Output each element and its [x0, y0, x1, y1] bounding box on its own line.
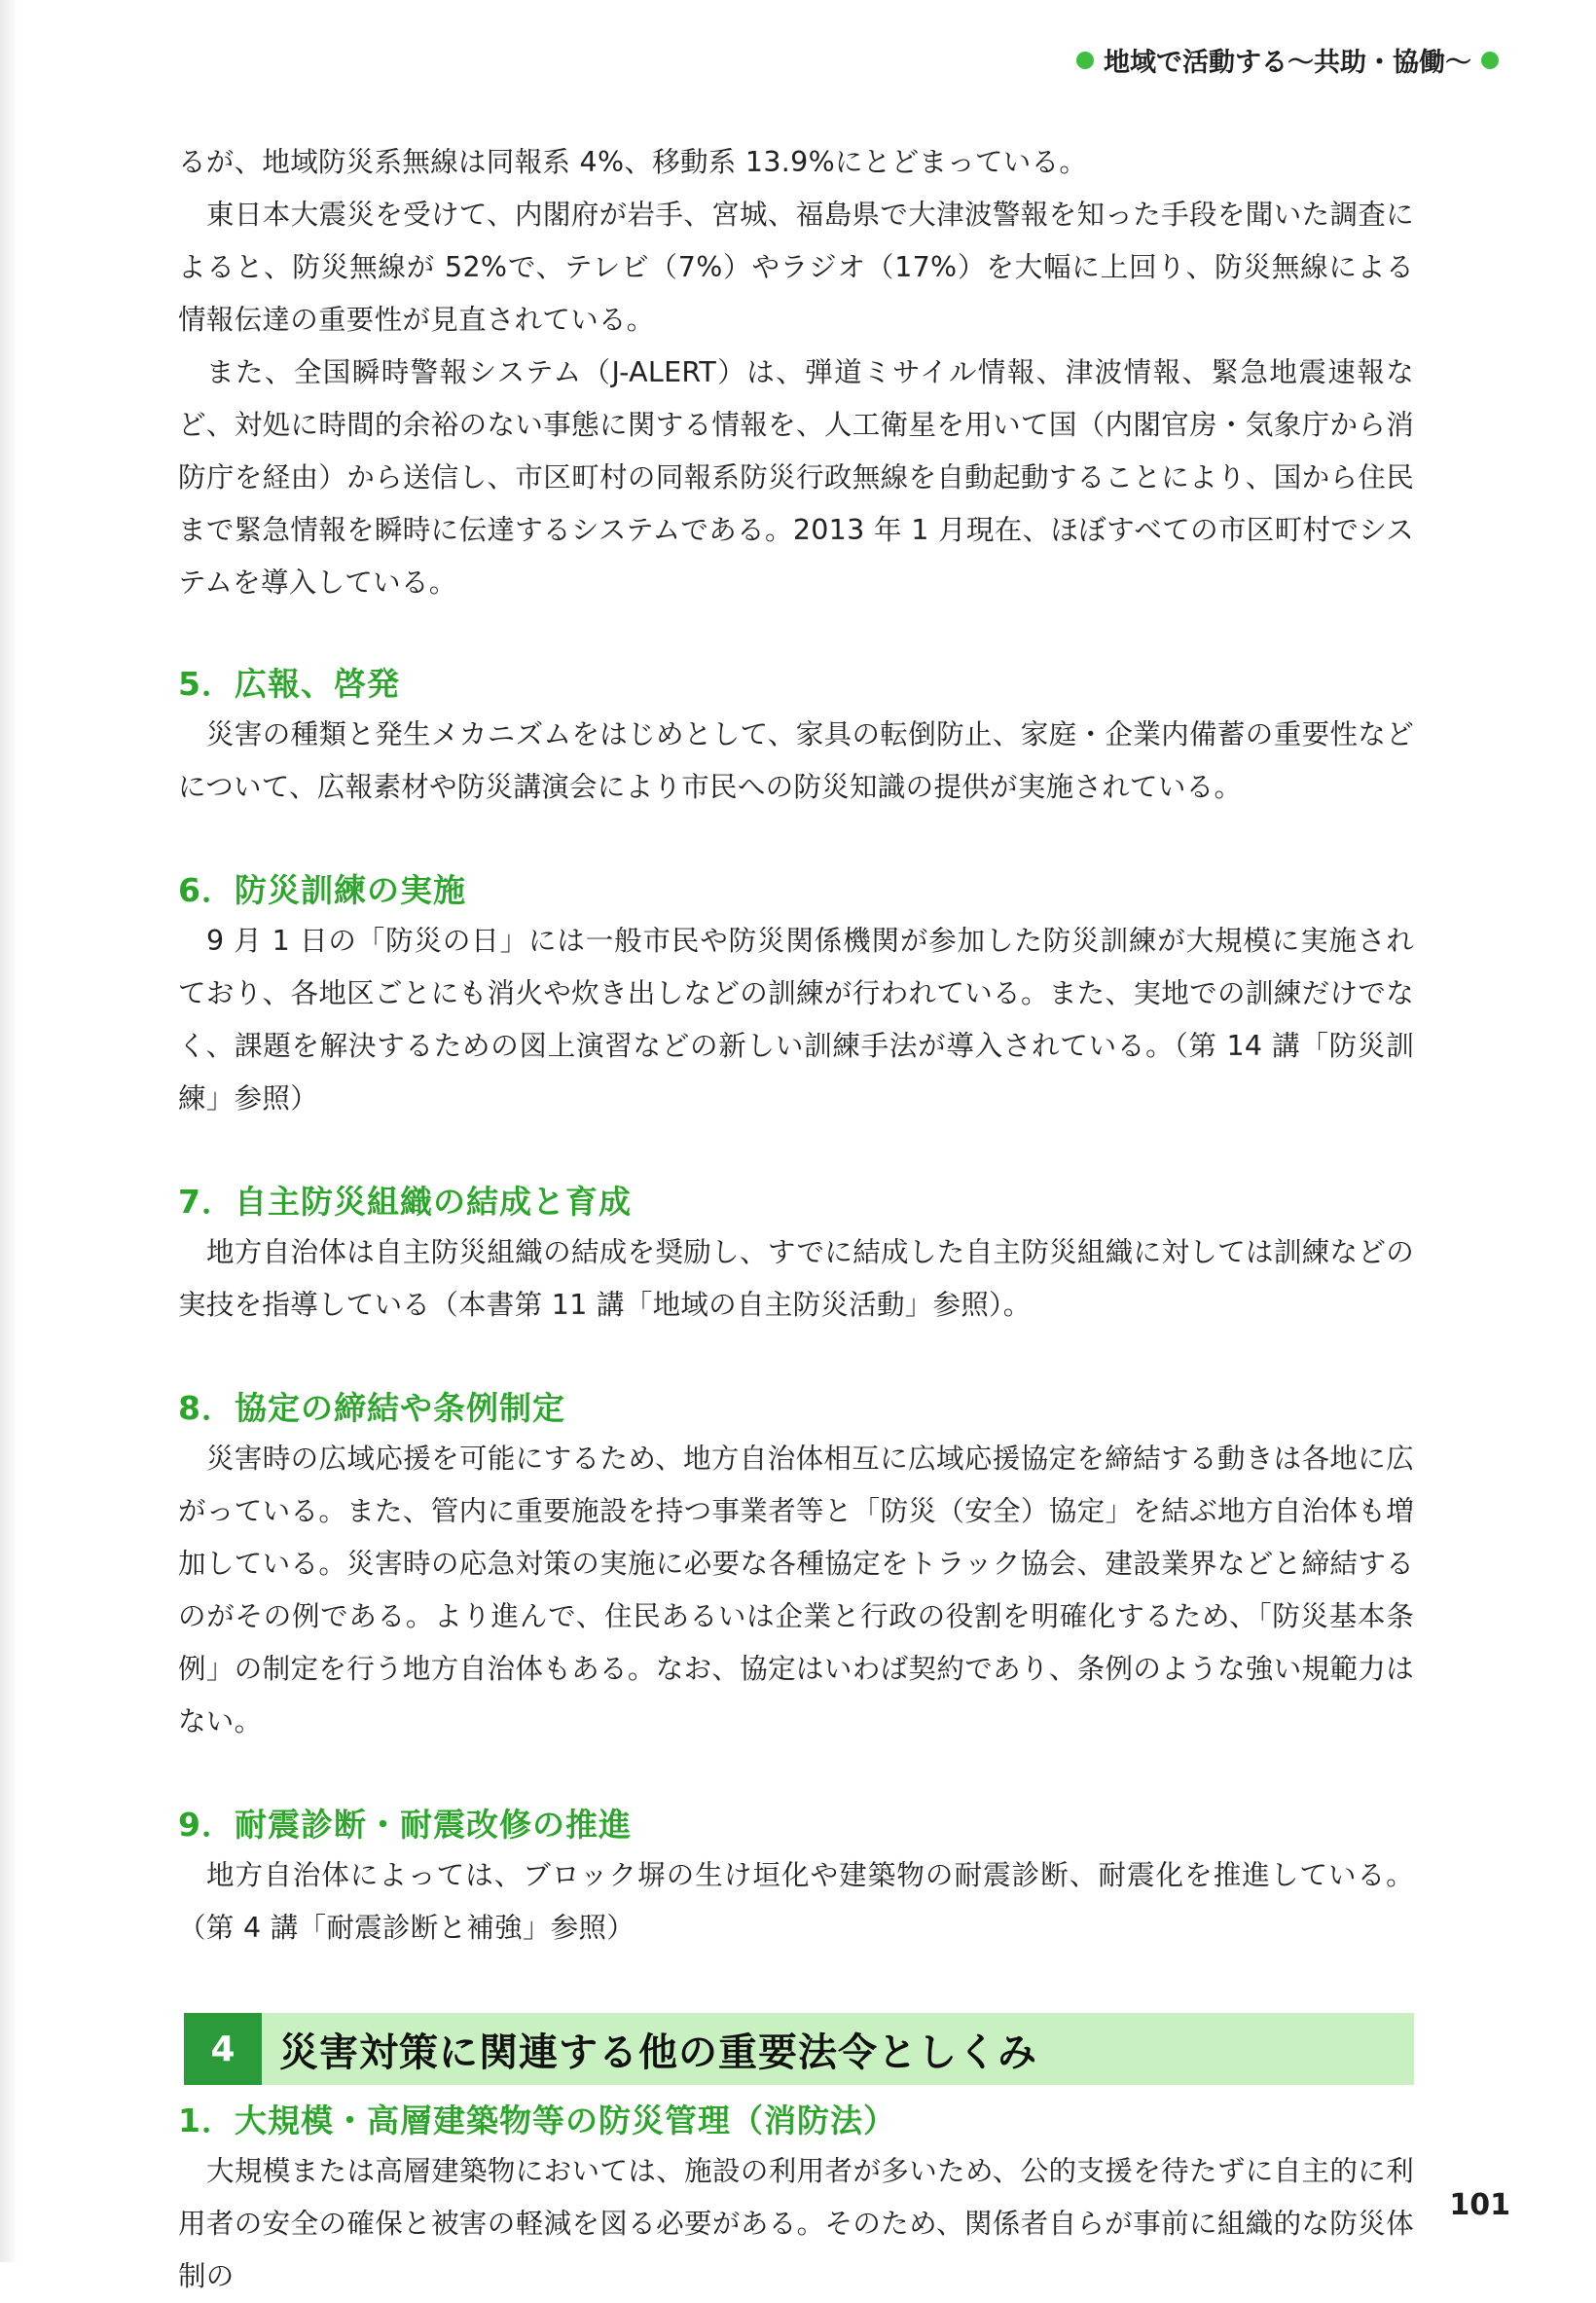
section-9-heading: 9．耐震診断・耐震改修の推進: [178, 1806, 632, 1844]
chapter-subsection-heading: 1．大規模・高層建築物等の防災管理（消防法）: [178, 2102, 896, 2139]
bullet-dot-icon: [1076, 52, 1094, 69]
section-7-text: 地方自治体は自主防災組織の結成を奨励し、すでに結成した自主防災組織に対しては訓練などの実技を指導している（本書第 11 講「地域の自主防災活動」参照）。: [178, 1236, 1414, 1321]
section-6-text: 9 月 1 日の「防災の日」には一般市民や防災関係機関が参加した防災訓練が大規模に実施されており、各地区ごとにも消火や炊き出しなどの訓練が行われている。また、実地での訓練だけでなく、課題を解決するための図上演習などの新しい訓練手法が導入されている。（第 14 講「防災訓練」参照）: [178, 925, 1414, 1115]
chapter-section-bar: [184, 2013, 1414, 2085]
page-number: 101: [1449, 2188, 1510, 2222]
bullet-dot-icon: [1481, 52, 1499, 69]
intro-paragraph-3: また、全国瞬時警報システム（J-ALERT）は、弾道ミサイル情報、津波情報、緊急地震速報など、対処に時間的余裕のない事態に関する情報を、人工衛星を用いて国（内閣官房・気象庁から消防庁を経由）から送信し、市区町村の同報系防災行政無線を自動起動することにより、国から住民まで緊急情報を瞬時に伝達するシステムである。2013 年 1 月現在、ほぼすべての市区町村でシステムを導入している。: [178, 356, 1414, 599]
section-9-text: 地方自治体によっては、ブロック塀の生け垣化や建築物の耐震診断、耐震化を推進している。（第 4 講「耐震診断と補強」参照）: [178, 1859, 1414, 1944]
section-8-text: 災害時の広域応援を可能にするため、地方自治体相互に広域応援協定を締結する動きは各地に広がっている。また、管内に重要施設を持つ事業者等と「防災（安全）協定」を結ぶ地方自治体も増加している。災害時の応急対策の実施に必要な各種協定をトラック協会、建設業界などと締結するのがその例である。より進んで、住民あるいは企業と行政の役割を明確化するため、「防災基本条例」の制定を行う地方自治体もある。なお、協定はいわば契約であり、条例のような強い規範力はない。: [178, 1443, 1414, 1737]
chapter-title: 災害対策に関連する他の重要法令としくみ: [279, 2029, 1037, 2075]
running-header: [1076, 41, 1499, 79]
main-content: [178, 136, 1414, 2303]
intro-paragraph-2: 東日本大震災を受けて、内閣府が岩手、宮城、福島県で大津波警報を知った手段を聞いた調査によると、防災無線が 52%で、テレビ（7%）やラジオ（17%）を大幅に上回り、防災無線による情報伝達の重要性が見直されている。: [178, 199, 1414, 336]
section-5-heading: 5．広報、啓発: [178, 665, 400, 703]
scan-edge-shadow: [0, 0, 18, 2262]
running-header-title: 地域で活動する〜共助・協働〜: [1104, 48, 1471, 78]
intro-paragraph-1: るが、地域防災系無線は同報系 4%、移動系 13.9%にとどまっている。: [178, 146, 1088, 178]
chapter-number: 4: [184, 2013, 262, 2085]
section-8-heading: 8．協定の締結や条例制定: [178, 1389, 565, 1427]
section-5-text: 災害の種類と発生メカニズムをはじめとして、家具の転倒防止、家庭・企業内備蓄の重要性などについて、広報素材や防災講演会により市民への防災知識の提供が実施されている。: [178, 718, 1414, 803]
section-6-heading: 6．防災訓練の実施: [178, 871, 466, 909]
section-7-heading: 7．自主防災組織の結成と育成: [178, 1183, 632, 1221]
chapter-subsection-text: 大規模または高層建築物においては、施設の利用者が多いため、公的支援を待たずに自主的に利用者の安全の確保と被害の軽減を図る必要がある。そのため、関係者自らが事前に組織的な防災体制の: [178, 2155, 1414, 2292]
